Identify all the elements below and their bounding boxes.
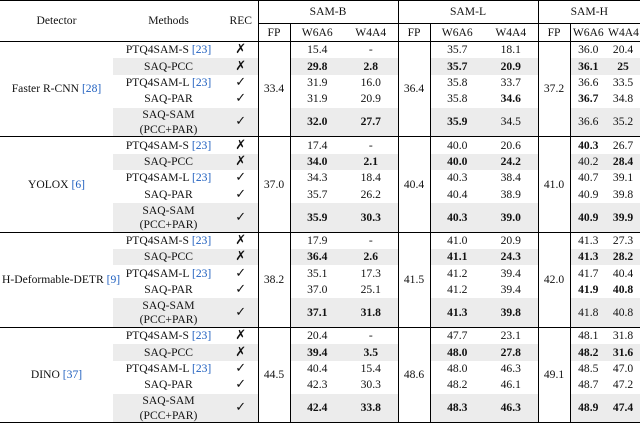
metric-cell: 40.7 (570, 170, 606, 186)
metric-cell: 24.3 (484, 249, 538, 265)
detector-citation: [28] (81, 82, 102, 96)
method-label: SAQ-PCC (144, 345, 193, 359)
rec-mark (224, 361, 258, 377)
fp-cell: 40.4 (398, 137, 430, 232)
metric-cell: 39.9 (606, 203, 640, 232)
metric-cell: 35.9 (430, 108, 484, 137)
rec-mark (224, 187, 258, 203)
metric-cell: 15.4 (290, 42, 344, 59)
rec-cross-icon: ✗ (235, 137, 247, 153)
method-label: PTQ4SAM-S (125, 43, 189, 57)
rec-mark (224, 344, 258, 360)
method-label: SAQ-PCC (144, 250, 193, 264)
method-name (113, 154, 224, 170)
table-row (0, 42, 640, 59)
method-name (113, 42, 224, 59)
method-label: PTQ4SAM-S (125, 329, 189, 343)
metric-cell: 33.5 (612, 75, 634, 89)
metric-cell: 2.1 (344, 154, 398, 170)
metric-cell: 48.7 (570, 377, 606, 393)
metric-cell: 47.4 (606, 394, 640, 423)
method-citation: [23] (191, 362, 212, 375)
metric-cell: 33.8 (344, 394, 398, 423)
metric-cell: 30.3 (344, 203, 398, 232)
metric-cell: - (344, 137, 398, 154)
metric-cell: 15.4 (360, 362, 381, 375)
metric-cell: 20.4 (612, 43, 634, 57)
fp-cell: 44.5 (258, 328, 290, 423)
metric-cell: 48.5 (570, 361, 606, 377)
rec-checkmark-icon: ✓ (235, 186, 247, 202)
method-name (113, 282, 224, 298)
metric-cell: 41.0 (430, 232, 484, 249)
metric-cell: 3.5 (344, 344, 398, 360)
metric-cell: 35.9 (290, 203, 344, 232)
method-label: PTQ4SAM-L (125, 75, 190, 89)
fp-cell: 38.2 (258, 232, 290, 327)
method-name: SAQ-SAM (113, 298, 224, 312)
rec-mark (224, 298, 258, 327)
metric-cell: 34.5 (484, 108, 538, 137)
metric-cell: 26.7 (606, 137, 640, 154)
metric-cell: 37.0 (290, 282, 344, 298)
fp-cell: 41.5 (398, 232, 430, 327)
rec-checkmark-icon: ✓ (235, 265, 247, 281)
metric-cell: 37.1 (290, 298, 344, 327)
metric-cell: 48.2 (570, 344, 606, 360)
metric-cell: 28.2 (606, 249, 640, 265)
metric-cell: 39.0 (484, 203, 538, 232)
method-citation: [23] (191, 138, 212, 152)
method-citation: [23] (191, 171, 212, 185)
table-row (0, 328, 640, 345)
method-label: SAQ-PAR (144, 92, 193, 106)
rec-mark (224, 108, 258, 137)
method-label: PTQ4SAM-L (125, 362, 190, 375)
detector-label: YOLOX (27, 177, 69, 191)
method-citation: [23] (191, 266, 212, 280)
metric-cell: 18.1 (500, 43, 521, 57)
metric-cell: 40.3 (430, 170, 484, 186)
rec-checkmark-icon: ✓ (235, 170, 247, 186)
metric-cell: 17.3 (360, 266, 381, 280)
metric-cell: 27.3 (606, 232, 640, 249)
detector-citation: [6] (71, 177, 85, 191)
metric-cell: 38.4 (500, 171, 521, 185)
rec-mark (224, 265, 258, 281)
metric-cell: 31.8 (606, 328, 640, 345)
metric-cell: 40.4 (430, 187, 484, 203)
detector-label: DINO (30, 368, 60, 382)
rec-cross-icon: ✗ (235, 249, 247, 265)
method-name-sub: (PCC+PAR) (113, 217, 224, 232)
detector-name (0, 42, 113, 137)
metric-cell: 47.7 (430, 328, 484, 345)
metric-cell: 36.1 (570, 58, 606, 74)
metric-cell: 31.8 (344, 298, 398, 327)
metric-cell: - (368, 43, 373, 57)
header-fp-l: FP (398, 24, 430, 42)
metric-cell: 27.8 (484, 344, 538, 360)
metric-cell: - (344, 232, 398, 249)
rec-mark (224, 58, 258, 74)
metric-cell: 41.7 (570, 265, 606, 281)
metric-cell: 34.3 (290, 170, 344, 186)
fp-cell: 41.0 (538, 137, 570, 232)
method-name: SAQ-SAM (113, 203, 224, 217)
rec-checkmark-icon: ✓ (235, 74, 247, 90)
metric-cell: 41.2 (430, 265, 484, 281)
method-label: SAQ-PAR (144, 283, 193, 297)
metric-cell: 48.2 (430, 377, 484, 393)
metric-cell: 39.4 (500, 283, 521, 297)
rec-mark (224, 42, 258, 59)
metric-cell: 47.0 (612, 362, 634, 375)
metric-cell: 20.4 (290, 328, 344, 345)
metric-cell: 40.9 (570, 187, 606, 203)
metric-cell: 39.8 (484, 298, 538, 327)
metric-cell: 33.7 (500, 75, 521, 89)
metric-cell: 42.4 (290, 394, 344, 423)
rec-mark (224, 282, 258, 298)
header-sam-l: SAM-L (398, 1, 538, 24)
method-name (113, 232, 224, 249)
method-label: PTQ4SAM-S (125, 233, 189, 247)
method-label: PTQ4SAM-L (125, 266, 190, 280)
metric-cell: 34.6 (500, 92, 521, 106)
metric-cell: 40.3 (430, 203, 484, 232)
method-name (113, 344, 224, 360)
metric-cell: 47.2 (612, 378, 634, 392)
metric-cell: 40.4 (612, 266, 634, 280)
header-fp-h: FP (538, 24, 570, 42)
method-name-sub: (PCC+PAR) (113, 313, 224, 328)
table-row (0, 137, 640, 154)
metric-cell: 39.4 (290, 344, 344, 360)
rec-mark (224, 377, 258, 393)
detector-label: H-Deformable-DETR (2, 272, 104, 286)
rec-cross-icon: ✗ (235, 42, 247, 58)
metric-cell: 39.8 (612, 187, 634, 201)
rec-mark (224, 232, 258, 249)
table-row (0, 232, 640, 249)
header-sam-h: SAM-H (538, 1, 640, 24)
method-label: SAQ-PAR (144, 187, 193, 201)
header-w6a6-b: W6A6 (290, 24, 344, 42)
rec-cross-icon: ✗ (235, 328, 247, 344)
metric-cell: 48.1 (570, 328, 606, 345)
method-name (113, 361, 224, 377)
header-w6a6-l: W6A6 (430, 24, 484, 42)
method-citation: [23] (191, 329, 212, 343)
method-label: PTQ4SAM-S (125, 138, 189, 152)
metric-cell: 41.3 (430, 298, 484, 327)
rec-checkmark-icon: ✓ (235, 114, 247, 130)
metric-cell: 36.0 (570, 42, 606, 59)
method-name-sub: (PCC+PAR) (113, 408, 224, 423)
rec-mark (224, 203, 258, 232)
results-body (0, 42, 640, 423)
rec-cross-icon: ✗ (235, 153, 247, 169)
metric-cell: 29.8 (290, 58, 344, 74)
method-label: SAQ-PCC (144, 59, 193, 73)
method-name (113, 377, 224, 393)
detector-name (0, 232, 121, 327)
metric-cell: 2.6 (344, 249, 398, 265)
header-sam-b: SAM-B (258, 1, 398, 24)
header-fp-b: FP (258, 24, 290, 42)
method-name (113, 137, 224, 154)
metric-cell: 31.9 (290, 91, 344, 107)
metric-cell: 48.0 (430, 361, 484, 377)
metric-cell: 2.8 (344, 58, 398, 74)
fp-cell: 36.4 (398, 42, 430, 137)
metric-cell: 48.0 (430, 344, 484, 360)
detector-citation: [37] (62, 368, 83, 382)
metric-cell: 35.7 (430, 42, 484, 59)
metric-cell: 36.7 (570, 91, 606, 107)
metric-cell: - (344, 328, 398, 345)
header-w4a4-l: W4A4 (484, 24, 538, 42)
metric-cell: 34.0 (290, 154, 344, 170)
rec-cross-icon: ✗ (235, 232, 247, 248)
rec-mark (224, 249, 258, 265)
metric-cell: 35.8 (430, 91, 484, 107)
metric-cell: 20.9 (484, 232, 538, 249)
metric-cell: 40.4 (290, 361, 344, 377)
metric-cell: 46.3 (484, 394, 538, 423)
method-name (113, 75, 224, 91)
method-name (113, 91, 224, 107)
method-label: PTQ4SAM-L (125, 171, 190, 185)
metric-cell: 40.8 (612, 283, 634, 297)
rec-checkmark-icon: ✓ (235, 209, 247, 225)
metric-cell: 31.9 (290, 75, 344, 91)
metric-cell: 31.6 (606, 344, 640, 360)
metric-cell: 41.1 (430, 249, 484, 265)
metric-cell: 42.3 (290, 377, 344, 393)
metric-cell: 40.0 (430, 137, 484, 154)
method-name (113, 187, 224, 203)
metric-cell: 18.4 (360, 171, 381, 185)
metric-cell: 16.0 (360, 75, 381, 89)
header-w4a4-h: W4A4 (606, 24, 640, 42)
rec-checkmark-icon: ✓ (235, 400, 247, 416)
metric-cell: 25 (606, 58, 640, 74)
method-name: SAQ-SAM (113, 108, 224, 122)
metric-cell: 41.8 (570, 298, 606, 327)
metric-cell: 39.1 (612, 171, 634, 185)
metric-cell: 48.9 (570, 394, 606, 423)
metric-cell: 39.4 (500, 266, 521, 280)
method-name (113, 58, 224, 74)
metric-cell: 20.9 (360, 92, 381, 106)
rec-cross-icon: ✗ (235, 344, 247, 360)
metric-cell: 17.9 (290, 232, 344, 249)
metric-cell: 46.1 (500, 378, 521, 392)
rec-checkmark-icon: ✓ (235, 282, 247, 298)
metric-cell: 46.3 (500, 362, 521, 375)
method-name (113, 328, 224, 345)
metric-cell: 35.7 (430, 58, 484, 74)
metric-cell: 35.7 (290, 187, 344, 203)
method-label: SAQ-PAR (144, 378, 193, 392)
metric-cell: 36.6 (570, 108, 606, 137)
method-name (113, 265, 224, 281)
rec-mark (224, 154, 258, 170)
rec-mark (224, 75, 258, 91)
metric-cell: 41.2 (430, 282, 484, 298)
detector-name (0, 328, 113, 423)
metric-cell: 28.4 (606, 154, 640, 170)
fp-cell: 48.6 (398, 328, 430, 423)
rec-mark (224, 91, 258, 107)
header-w4a4-b: W4A4 (344, 24, 398, 42)
metric-cell: 40.8 (606, 298, 640, 327)
header-methods: Methods (113, 1, 224, 42)
rec-checkmark-icon: ✓ (235, 361, 247, 376)
method-citation: [23] (191, 233, 212, 247)
metric-cell: 40.0 (430, 154, 484, 170)
header-detector: Detector (0, 1, 113, 42)
method-name: SAQ-SAM (113, 394, 224, 408)
rec-checkmark-icon: ✓ (235, 91, 247, 107)
metric-cell: 40.9 (570, 203, 606, 232)
metric-cell: 35.2 (606, 108, 640, 137)
metric-cell: 48.3 (430, 394, 484, 423)
metric-cell: 17.4 (290, 137, 344, 154)
method-label: SAQ-PCC (144, 154, 193, 168)
metric-cell: 20.6 (484, 137, 538, 154)
method-citation: [23] (191, 75, 212, 89)
detector-label: Faster R-CNN (11, 82, 80, 96)
metric-cell: 20.9 (484, 58, 538, 74)
metric-cell: 38.9 (500, 187, 521, 201)
rec-mark (224, 170, 258, 186)
rec-cross-icon: ✗ (235, 58, 247, 74)
fp-cell: 49.1 (538, 328, 570, 423)
detector-name (0, 137, 113, 232)
metric-cell: 32.0 (290, 108, 344, 137)
metric-cell: 26.2 (360, 187, 381, 201)
rec-mark (224, 137, 258, 154)
metric-cell: 40.3 (570, 137, 606, 154)
metric-cell: 30.3 (360, 378, 381, 392)
metric-cell: 36.4 (290, 249, 344, 265)
metric-cell: 24.2 (484, 154, 538, 170)
rec-checkmark-icon: ✓ (235, 305, 247, 321)
header-rec: REC (224, 1, 258, 42)
metric-cell: 40.2 (570, 154, 606, 170)
metric-cell: 23.1 (484, 328, 538, 345)
rec-checkmark-icon: ✓ (235, 377, 247, 393)
metric-cell: 35.1 (290, 265, 344, 281)
fp-cell: 42.0 (538, 232, 570, 327)
fp-cell: 33.4 (258, 42, 290, 137)
detector-citation: [9] (106, 272, 121, 286)
metric-cell: 41.3 (570, 249, 606, 265)
fp-cell: 37.2 (538, 42, 570, 137)
method-name (113, 170, 224, 186)
header-w6a6-h: W6A6 (570, 24, 606, 42)
metric-cell: 34.8 (612, 92, 634, 106)
rec-mark (224, 328, 258, 345)
metric-cell: 27.7 (344, 108, 398, 137)
method-citation: [23] (191, 43, 212, 57)
method-name (113, 249, 224, 265)
metric-cell: 41.3 (570, 232, 606, 249)
metric-cell: 35.8 (430, 75, 484, 91)
metric-cell: 25.1 (360, 283, 381, 297)
method-name-sub: (PCC+PAR) (113, 122, 224, 137)
metric-cell: 41.9 (570, 282, 606, 298)
fp-cell: 37.0 (258, 137, 290, 232)
metric-cell: 36.6 (570, 75, 606, 91)
rec-mark (224, 394, 258, 423)
